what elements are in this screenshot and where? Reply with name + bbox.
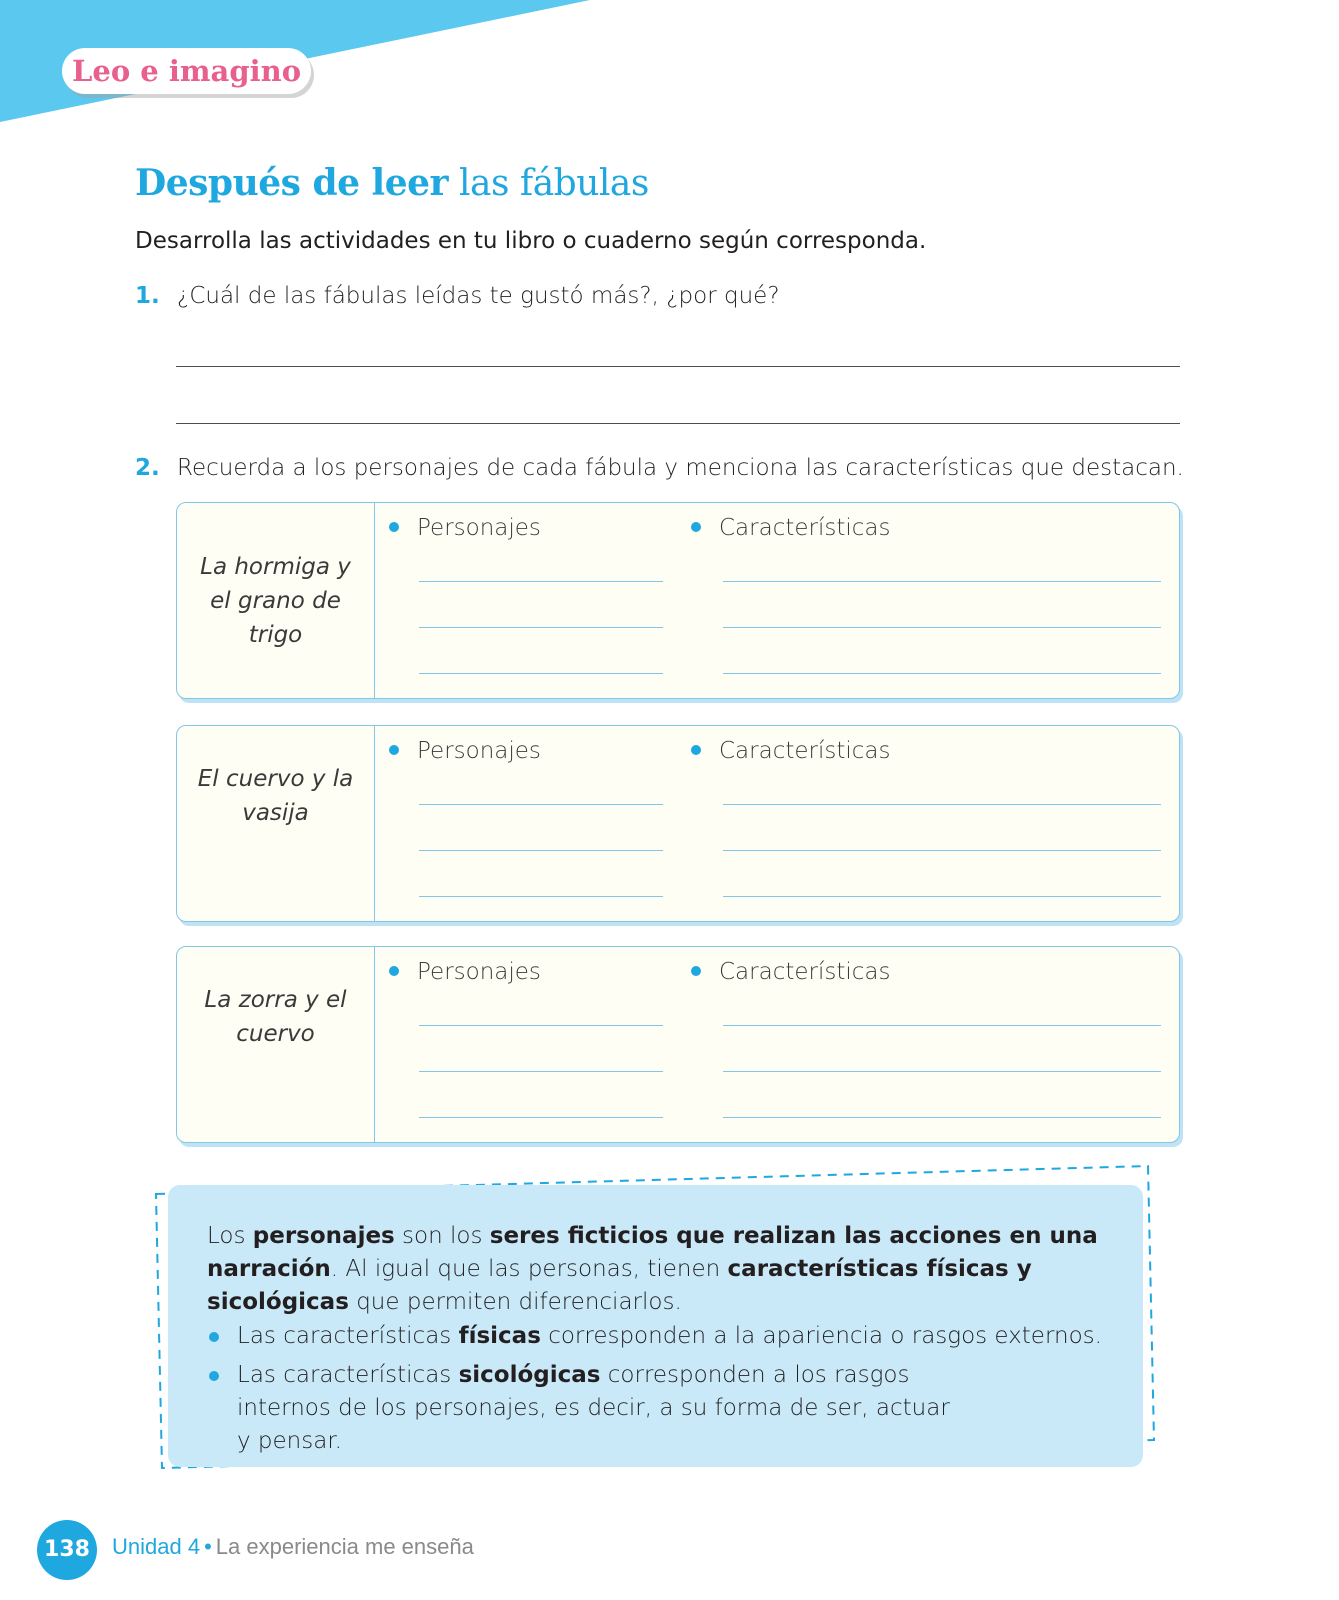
traits-label: Características (719, 515, 891, 541)
page-title-regular: las fábulas (458, 163, 649, 204)
footer-unit-label: Unidad 4 (112, 1534, 201, 1559)
characters-label: Personajes (417, 515, 541, 541)
footer-unit (112, 1534, 474, 1560)
question-text: ¿Cuál de las fábulas leídas te gustó más?, ¿por qué? (177, 283, 780, 309)
note-definition: seres ficticios que realizan las acciones en una narración (207, 1223, 1098, 1282)
note-text-run: que permiten diferenciarlos. (348, 1289, 682, 1315)
section-tag: Leo e imagino (62, 48, 311, 94)
note-paragraph (207, 1220, 1107, 1319)
note-text-run: son los (394, 1223, 490, 1249)
traits-label: Características (719, 959, 891, 985)
instructions: Desarrolla las actividades en tu libro o cuaderno según corresponda. (135, 228, 927, 254)
note-text-run: corresponden a los rasgos internos de los personajes, es decir, a su forma de ser, actuar y pensar. (237, 1362, 950, 1454)
footer-separator: • (204, 1534, 212, 1559)
characters-label: Personajes (417, 738, 541, 764)
note-term-characters: personajes (252, 1223, 395, 1249)
note-text-run: . Al igual que las personas, tienen (330, 1256, 728, 1282)
footer-subtitle: La experiencia me enseña (215, 1534, 474, 1559)
question-number: 2. (135, 455, 160, 481)
note-bullet-text (237, 1359, 957, 1458)
note-text-run: corresponden a la apariencia o rasgos externos. (540, 1323, 1102, 1349)
fable-title: El cuervo y la vasija (197, 765, 354, 826)
bullet-icon (209, 1332, 219, 1342)
note-bullet-text (237, 1320, 1107, 1353)
page-title-bold: Después de leer (135, 162, 449, 204)
note-text-run: Las características (237, 1362, 459, 1388)
note-text-run: Las características (237, 1323, 459, 1349)
fable-title: La zorra y el cuervo (204, 986, 347, 1047)
note-term-psychological: sicológicas (458, 1362, 601, 1388)
traits-label: Características (719, 738, 891, 764)
fable-title: La hormiga y el grano de trigo (200, 553, 351, 648)
note-term-traits: características físicas y sicológicas (207, 1256, 1032, 1315)
note-term-physical: físicas (458, 1323, 541, 1349)
question-number: 1. (135, 283, 160, 309)
question-text: Recuerda a los personajes de cada fábula y menciona las características que destacan. (177, 455, 1184, 481)
characters-label: Personajes (417, 959, 541, 985)
note-text-run: Los (207, 1223, 253, 1249)
note-bullet-physical (207, 1320, 1107, 1354)
page-number: 138 (37, 1520, 97, 1580)
note-bullet-psychological (207, 1359, 1107, 1454)
bullet-icon (209, 1371, 219, 1381)
